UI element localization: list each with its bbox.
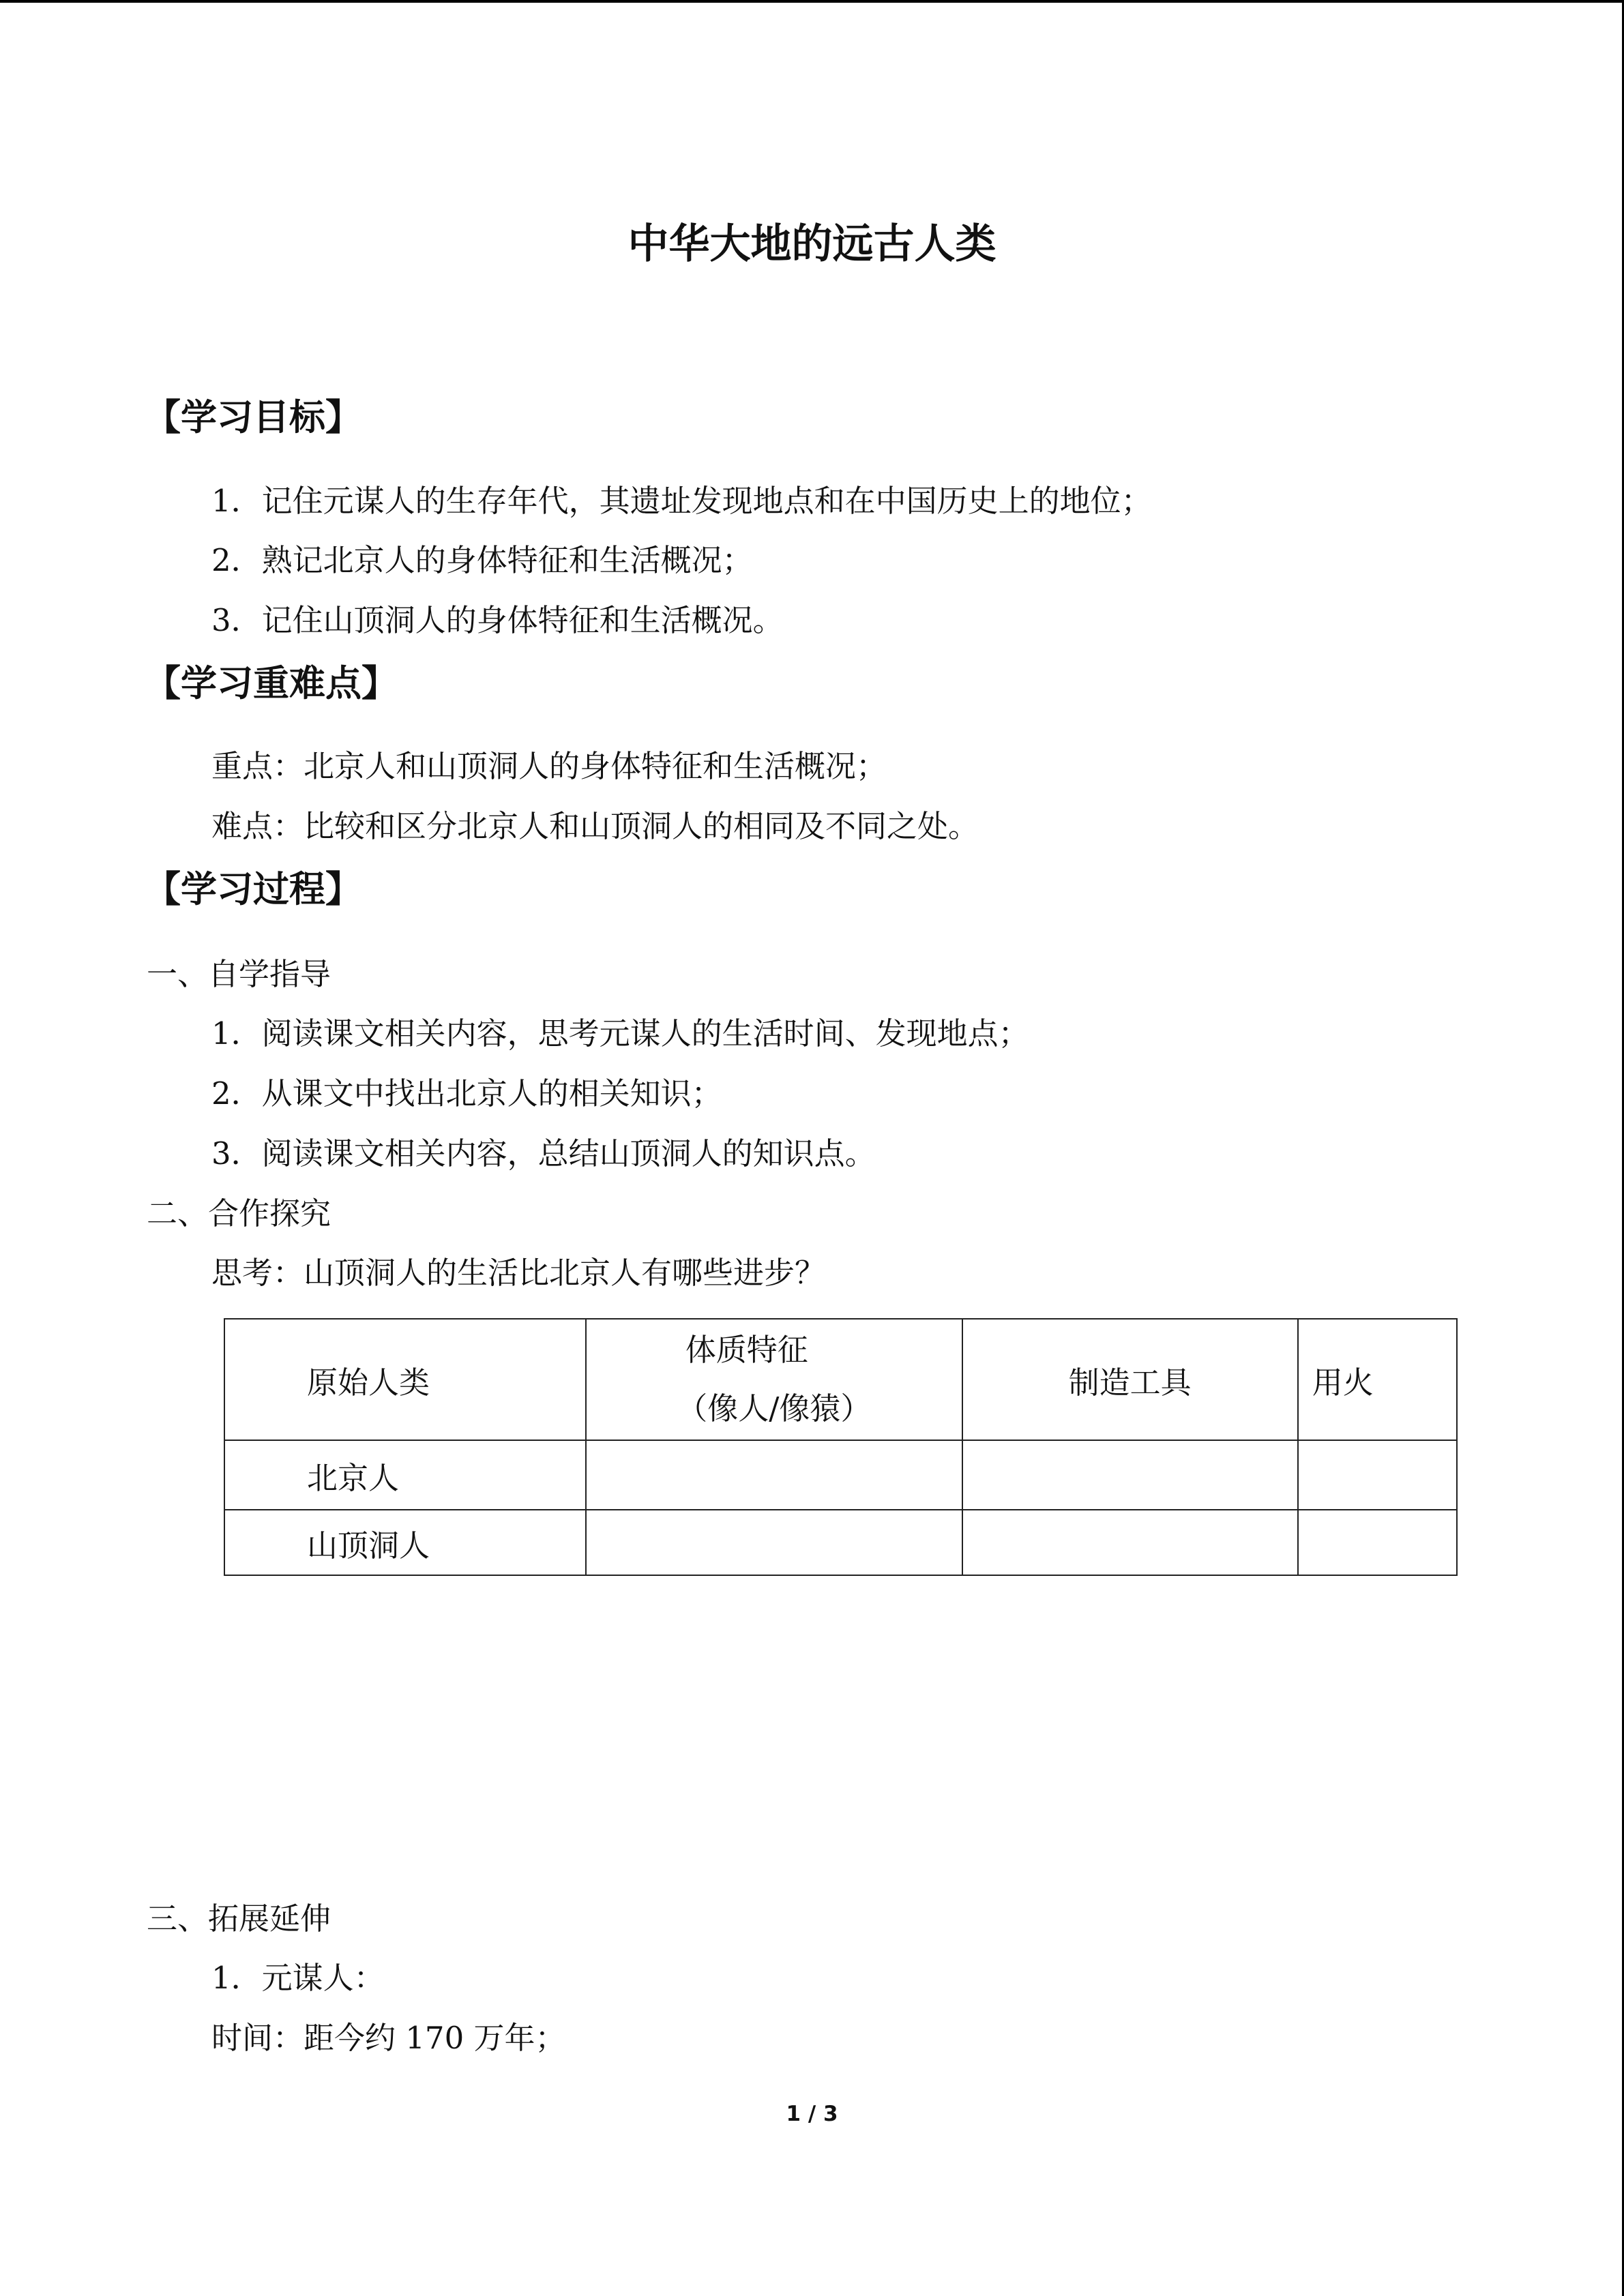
self-study-label: 一、自学指导 bbox=[147, 956, 331, 992]
comparison-table bbox=[224, 1318, 1458, 1576]
row-name-cell: 北京人 bbox=[224, 1440, 586, 1510]
process-heading: 【学习过程】 bbox=[145, 869, 361, 910]
key-points-heading: 【学习重难点】 bbox=[145, 663, 398, 704]
extension-item-1: 1．元谋人： bbox=[211, 1960, 385, 1996]
objectives-heading: 【学习目标】 bbox=[145, 397, 361, 438]
row-fire-cell[interactable] bbox=[1298, 1510, 1457, 1575]
row-tools-cell[interactable] bbox=[962, 1510, 1298, 1575]
top-border bbox=[0, 0, 1624, 3]
row-traits-cell[interactable] bbox=[586, 1440, 962, 1510]
objective-item-1: 1．记住元谋人的生存年代，其遗址发现地点和在中国历史上的地位； bbox=[211, 483, 1152, 519]
cooperation-label: 二、合作探究 bbox=[147, 1195, 331, 1232]
extension-label: 三、拓展延伸 bbox=[147, 1900, 331, 1937]
header-primitive-humans: 原始人类 bbox=[224, 1319, 586, 1440]
key-point-item-1: 重点：北京人和山顶洞人的身体特征和生活概况； bbox=[211, 748, 887, 784]
self-study-item-1: 1．阅读课文相关内容，思考元谋人的生活时间、发现地点； bbox=[211, 1015, 1029, 1052]
self-study-item-2: 2．从课文中找出北京人的相关知识； bbox=[211, 1075, 722, 1112]
header-physical-traits-line2: （像人/像猿） bbox=[677, 1390, 872, 1427]
objective-item-2: 2．熟记北京人的身体特征和生活概况； bbox=[211, 542, 753, 578]
header-physical-traits-line1: 体质特征 bbox=[685, 1332, 808, 1368]
row-tools-cell[interactable] bbox=[962, 1440, 1298, 1510]
cooperation-question: 思考：山顶洞人的生活比北京人有哪些进步？ bbox=[211, 1255, 826, 1291]
self-study-item-3: 3．阅读课文相关内容，总结山顶洞人的知识点。 bbox=[211, 1135, 876, 1172]
page-title: 中华大地的远古人类 bbox=[628, 220, 996, 268]
objective-item-3: 3．记住山顶洞人的身体特征和生活概况。 bbox=[211, 602, 784, 638]
header-fire: 用火 bbox=[1298, 1319, 1457, 1440]
table-row bbox=[224, 1510, 1457, 1575]
table-row bbox=[224, 1440, 1457, 1510]
header-physical-traits bbox=[586, 1319, 962, 1440]
key-point-item-2: 难点：比较和区分北京人和山顶洞人的相同及不同之处。 bbox=[211, 808, 979, 844]
page-number: 1 / 3 bbox=[786, 2102, 838, 2126]
row-fire-cell[interactable] bbox=[1298, 1440, 1457, 1510]
row-name-cell: 山顶洞人 bbox=[224, 1510, 586, 1575]
extension-item-2: 时间：距今约 170 万年； bbox=[211, 2020, 566, 2056]
row-traits-cell[interactable] bbox=[586, 1510, 962, 1575]
table-header-row bbox=[224, 1319, 1457, 1440]
header-tools: 制造工具 bbox=[962, 1319, 1298, 1440]
